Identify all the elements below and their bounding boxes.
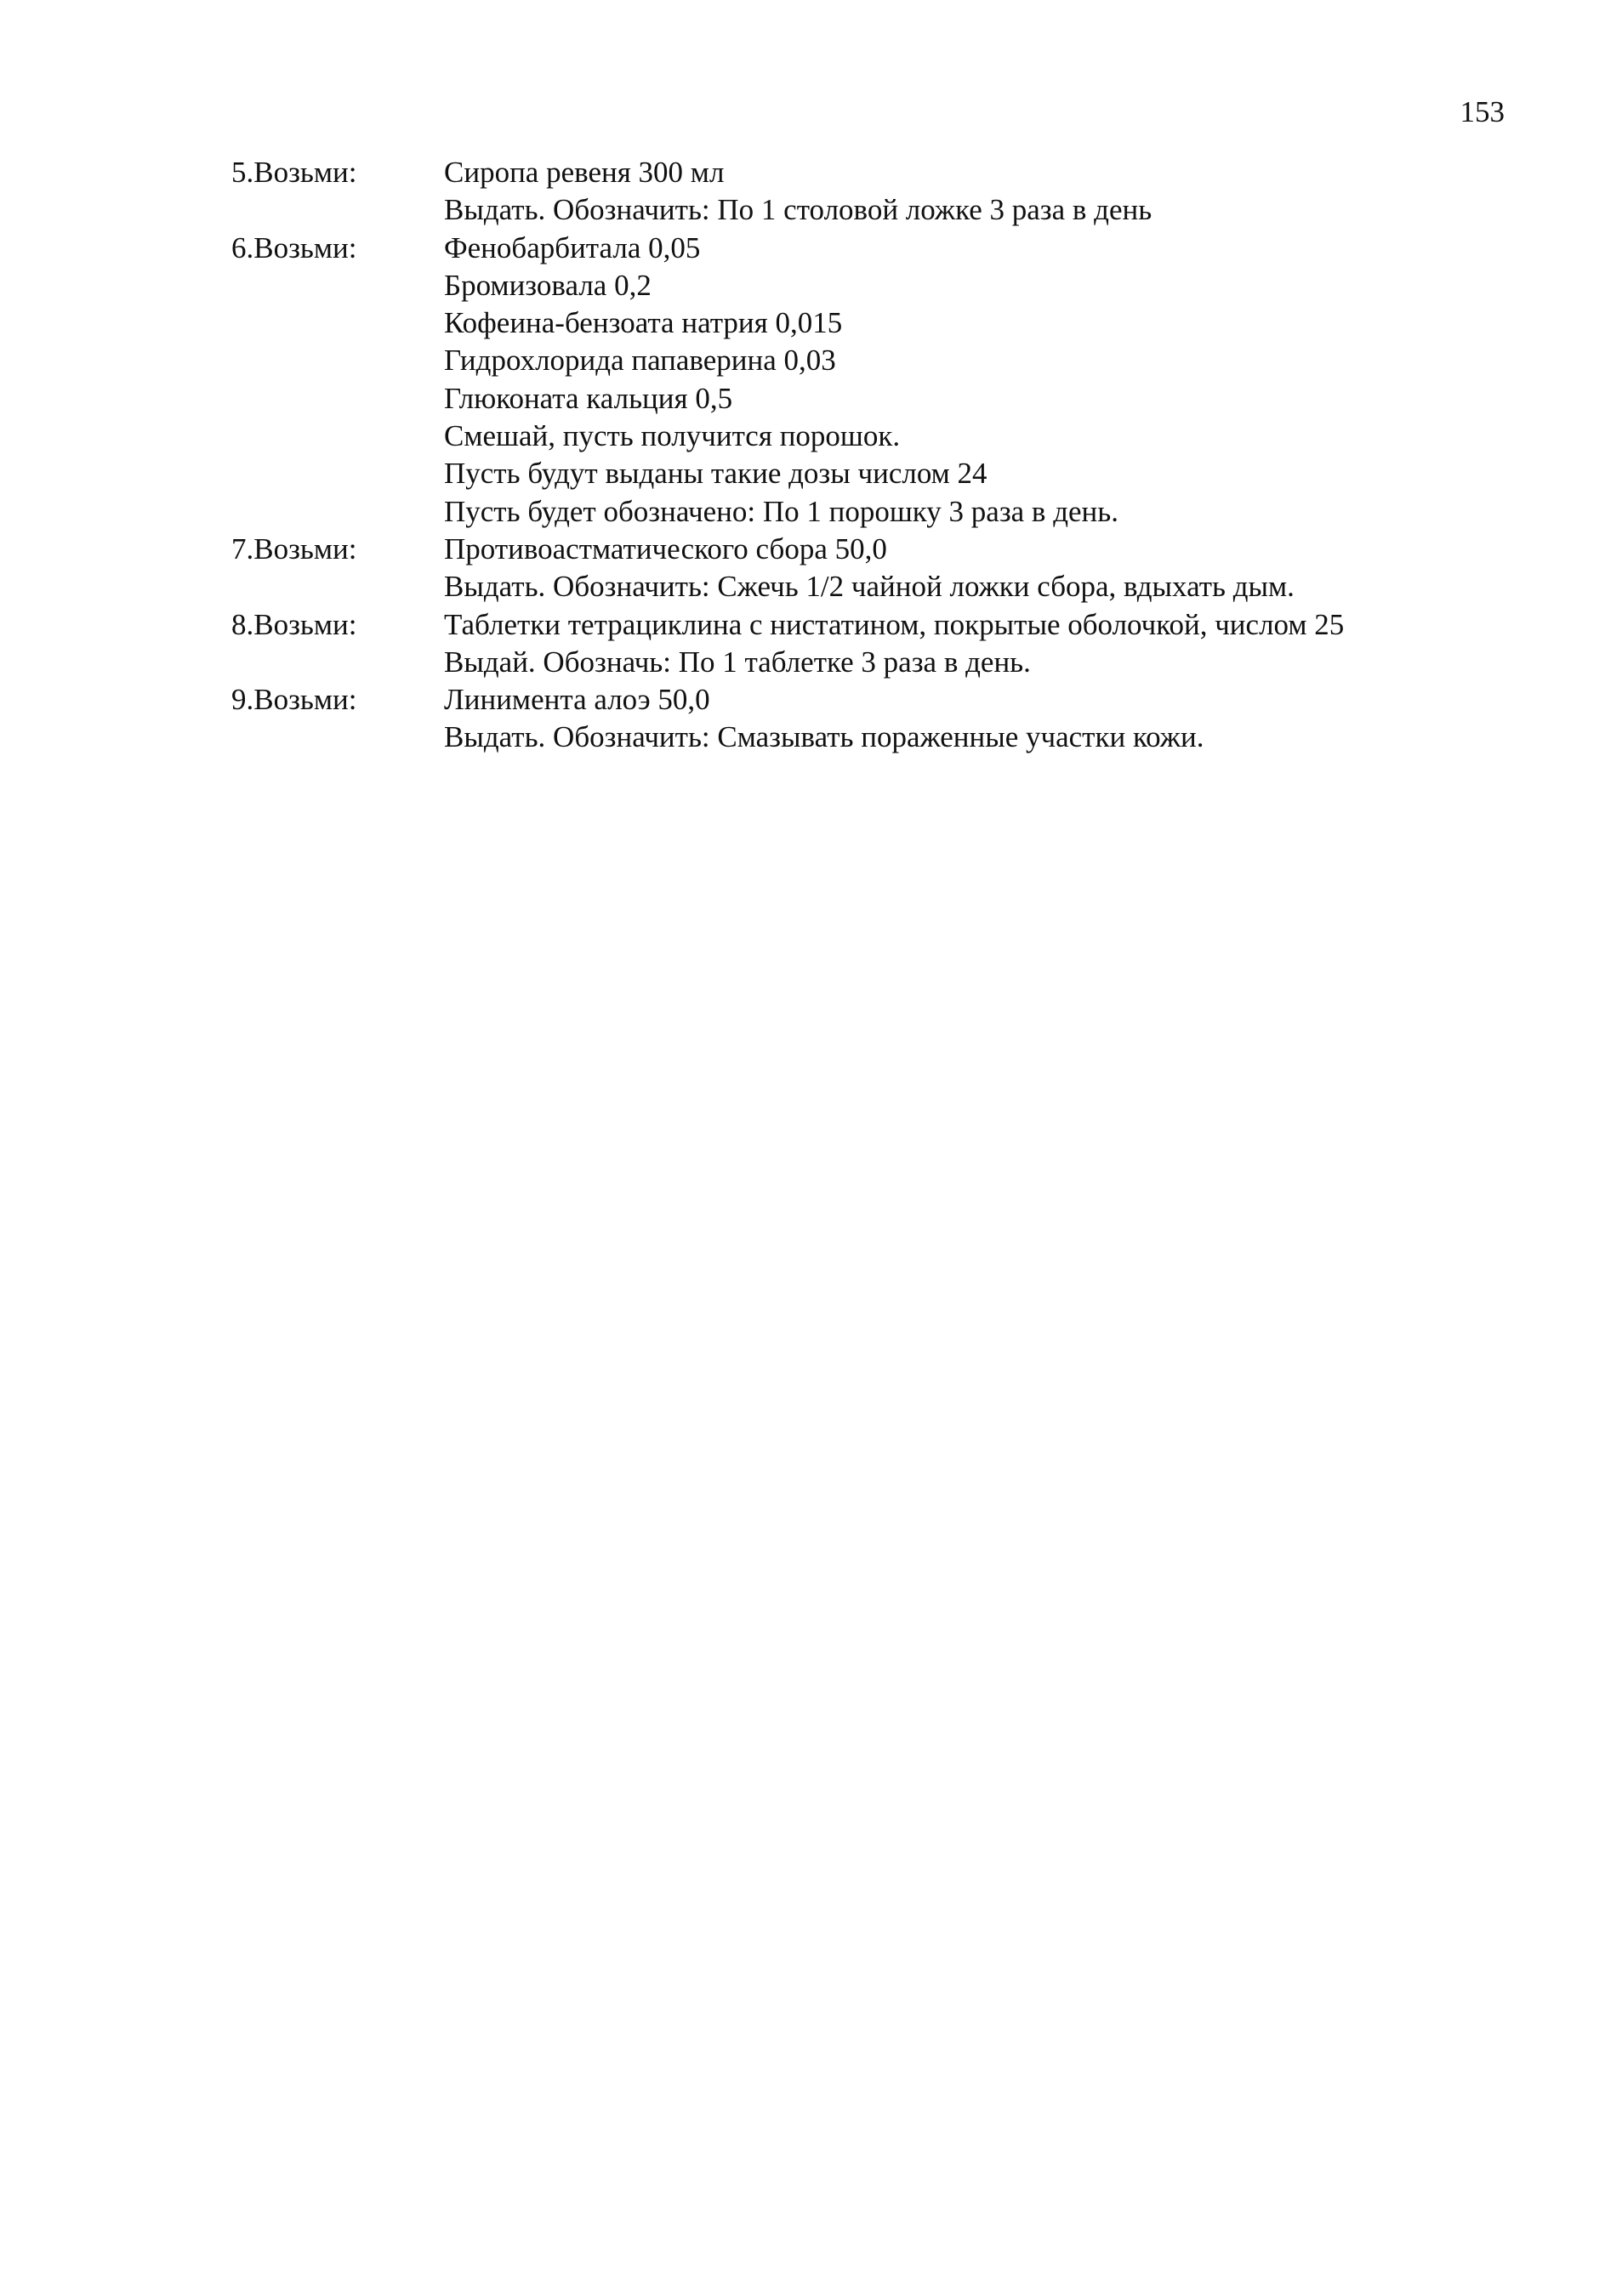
prescription-line: Таблетки тетрациклина с нистатином, покрытые оболочкой, числом 25 xyxy=(444,607,1345,641)
prescription-label: 8.Возьми: xyxy=(231,607,357,641)
prescription-line: Выдать. Обозначить: Смазывать пораженные участки кожи. xyxy=(444,720,1204,754)
prescription-line: Сиропа ревеня 300 мл xyxy=(444,156,725,189)
prescription-label: 6.Возьми: xyxy=(231,230,357,264)
prescription-item xyxy=(231,681,1524,757)
prescription-line: Кофеина-бензоата натрия 0,015 xyxy=(444,306,843,340)
prescription-lines xyxy=(444,681,1524,757)
prescription-line: Противоастматического сбора 50,0 xyxy=(444,531,887,565)
prescription-line: Бромизовала 0,2 xyxy=(444,268,652,302)
prescription-list xyxy=(231,154,1524,757)
prescription-line: Смешай, пусть получится порошок. xyxy=(444,419,901,453)
prescription-lines xyxy=(444,154,1524,230)
page-number: 153 xyxy=(1460,95,1505,128)
prescription-lines xyxy=(444,606,1524,682)
prescription-label: 5.Возьми: xyxy=(231,156,357,189)
prescription-line: Пусть будет обозначено: По 1 порошку 3 раза в день. xyxy=(444,494,1118,528)
prescription-line: Выдать. Обозначить: По 1 столовой ложке 3 раза в день xyxy=(444,193,1152,227)
prescription-item xyxy=(231,531,1524,606)
prescription-item xyxy=(231,230,1524,531)
prescription-line: Линимента алоэ 50,0 xyxy=(444,683,710,717)
prescription-label: 9.Возьми: xyxy=(231,683,357,717)
prescription-item xyxy=(231,606,1524,682)
prescription-lines xyxy=(444,531,1524,606)
prescription-line: Гидрохлорида папаверина 0,03 xyxy=(444,344,836,378)
prescription-label: 7.Возьми: xyxy=(231,531,357,565)
prescription-line: Фенобарбитала 0,05 xyxy=(444,230,701,264)
prescription-line: Выдай. Обозначь: По 1 таблетке 3 раза в день. xyxy=(444,645,1031,679)
prescription-line: Пусть будут выданы такие дозы числом 24 xyxy=(444,457,987,491)
prescription-item xyxy=(231,154,1524,230)
prescription-line: Выдать. Обозначить: Сжечь 1/2 чайной ложки сбора, вдыхать дым. xyxy=(444,570,1295,604)
prescription-lines xyxy=(444,230,1524,531)
prescription-line: Глюконата кальция 0,5 xyxy=(444,381,733,415)
